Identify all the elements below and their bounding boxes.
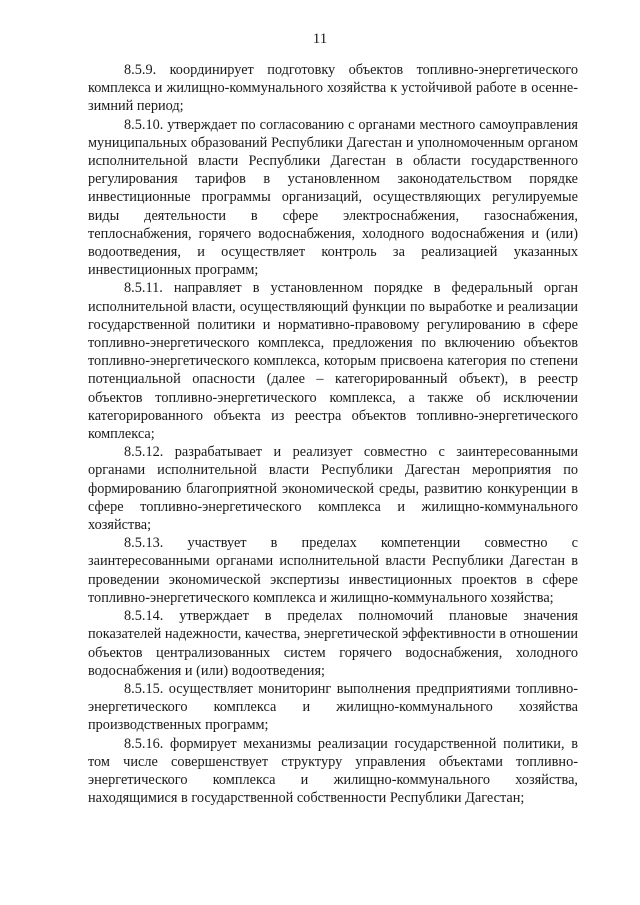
clause-8-5-10: 8.5.10. утверждает по согласованию с органами местного самоуправления муниципальных образований Республики Дагестан и уполномоченным органом исполнительной власти Республики Дагестан в области государственного регулирования тарифов в установленном законодательством порядке инвестиционные программы организаций, осуществляющих регулируемые виды деятельности в сфере электроснабжения, газоснабжения, теплоснабжения, горячего водоснабжения, холодного водоснабжения и (или) водоотведения, и осуществляет контроль за реализацией указанных инвестиционных программ; (88, 116, 578, 279)
clause-8-5-14: 8.5.14. утверждает в пределах полномочий плановые значения показателей надежности, качества, энергетической эффективности в отношении объектов централизованных систем горячего водоснабжения, холодного водоснабжения и (или) водоотведения; (88, 608, 578, 679)
clause-8-5-16: 8.5.16. формирует механизмы реализации государственной политики, в том числе совершенствует структуру управления объектами топливно-энергетического комплекса и жилищно-коммунального хозяйства, находящимися в государственной собственности Республики Дагестан; (88, 735, 578, 807)
document-body (88, 61, 578, 807)
page-number: 11 (312, 31, 328, 47)
clause-8-5-12: 8.5.12. разрабатывает и реализует совместно с заинтересованными органами исполнительной власти Республики Дагестан мероприятия по формированию благоприятной экономической среды, развитию конкуренции в сфере топливно-энергетического комплекса и жилищно-коммунального хозяйства; (88, 444, 578, 534)
clause-8-5-9: 8.5.9. координирует подготовку объектов топливно-энергетического комплекса и жилищно-коммунального хозяйства к устойчивой работе в осенне-зимний период; (88, 62, 578, 115)
clause-8-5-11: 8.5.11. направляет в установленном порядке в федеральный орган исполнительной власти, осуществляющий функции по выработке и реализации государственной политики и нормативно-правовому регулированию в сфере топливно-энергетического комплекса, предложения по включению объектов топливно-энергетического комплекса, которым присвоена категория по степени потенциальной опасности (далее – категорированный объект), в реестр объектов топливно-энергетического комплекса, а также об исключении категорированного объекта из реестра объектов топливно-энергетического комплекса; (88, 280, 578, 443)
clause-8-5-15: 8.5.15. осуществляет мониторинг выполнения предприятиями топливно-энергетического комплекса и жилищно-коммунального хозяйства производственных программ; (88, 680, 578, 734)
clause-8-5-13: 8.5.13. участвует в пределах компетенции совместно с заинтересованными органами исполнительной власти Республики Дагестан в проведении экономической экспертизы инвестиционных проектов в сфере топливно-энергетического комплекса и жилищно-коммунального хозяйства; (88, 535, 578, 606)
